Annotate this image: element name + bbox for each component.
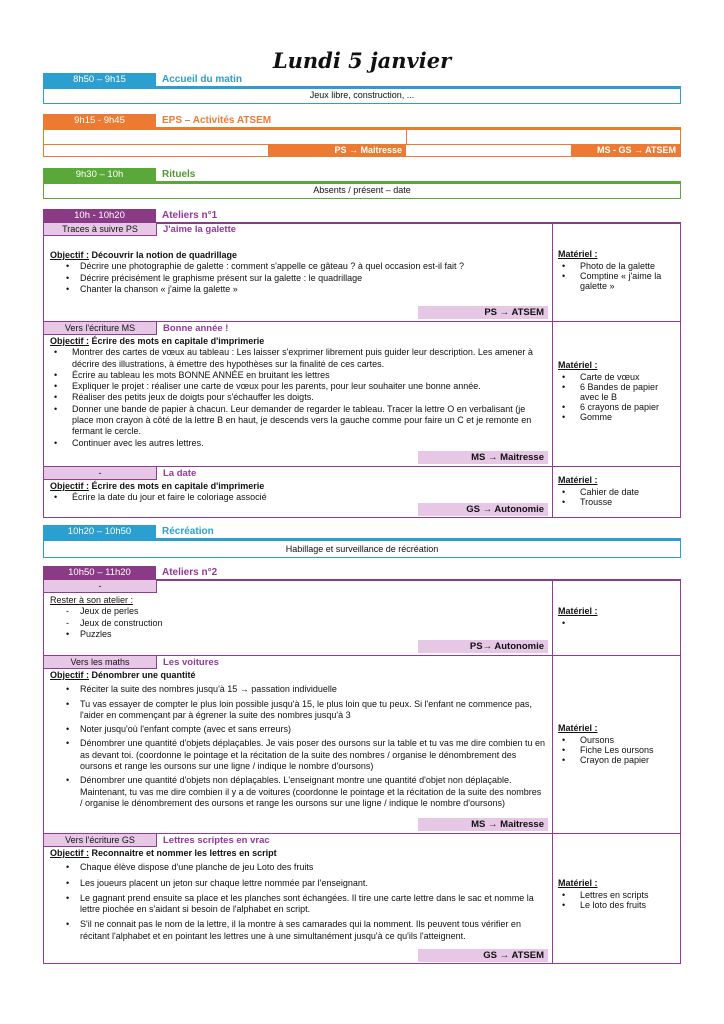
atelier-tag: Traces à suivre PS [44, 223, 157, 236]
eps-title: EPS – Activités ATSEM [162, 115, 272, 126]
atelier-title: La date [163, 468, 197, 479]
accueil-detail: Jeux libre, construction, ... [43, 88, 681, 104]
atelier-row [44, 833, 680, 964]
atelier-title: Les voitures [163, 657, 219, 668]
assign-badge: PS→ Autonomie [418, 640, 548, 653]
objectif-label: Objectif : [50, 670, 90, 680]
atelier-title: Lettres scriptes en vrac [163, 835, 270, 846]
atelier-row [44, 655, 680, 833]
list-item: • Donner une bande de papier à chacun. Leur demander de regarder le tableau. Tracer la lettre O en verbalisant (je place mon crayon à côté de la lettre B en haut, je descends vers la gauche comme pour faire un C et je remonte en fermant le cercle. [50, 404, 546, 438]
recreation-title: Récréation [162, 526, 214, 537]
objectif-label: Objectif : [50, 336, 90, 346]
atelier-row [44, 321, 680, 466]
list-item: • Écrire au tableau les mots BONNE ANNÉE en bruitant les lettres [50, 370, 546, 381]
atelier-title: J'aime la galette [163, 224, 237, 235]
list-item: • Montrer des cartes de vœux au tableau : Les laisser s'exprimer librement puis guider leur description. Les amener à décrire des illustrations, à émettre des hypothèses sur la finalité de ces cartes. [50, 347, 546, 370]
page-title: Lundi 5 janvier [272, 48, 452, 73]
assign-badge: PS → ATSEM [418, 306, 548, 319]
objectif-text: Dénombrer une quantité [89, 670, 196, 680]
objectif-label: Objectif : [50, 250, 90, 260]
materiel-item: • Crayon de papier [558, 755, 675, 765]
materiel-title: Matériel : [558, 475, 598, 485]
atelier-row [44, 223, 680, 321]
materiel-item: • 6 crayons de papier [558, 402, 675, 412]
list-item: • Écrire la date du jour et faire le coloriage associé [50, 492, 546, 503]
recreation-detail: Habillage et surveillance de récréation [43, 540, 681, 558]
materiel-item: • Fiche Les oursons [558, 745, 675, 755]
objectif-text: Écrire des mots en capitale d'imprimerie [89, 481, 265, 491]
materiel-title: Matériel : [558, 723, 598, 733]
materiel-item: • Trousse [558, 497, 675, 507]
eps-msgs-assign: MS - GS → ATSEM [571, 144, 680, 156]
list-item: • Le gagnant prend ensuite sa place et les planches sont échangées. Il tire une carte lettre dans le sac et nomme la lettre piochée en s'aidant si besoin de l'alphabet en script. [50, 893, 546, 916]
atelier-title: Bonne année ! [163, 323, 229, 334]
list-item: - Jeux de perles [50, 606, 546, 617]
list-item: • S'il ne connait pas le nom de la lettre, il la montre à ses camarades qui la nomment. Ils peuvent tous vérifier en récitant l'alphabet et en pointant les lettres une à une simultanément jusqu'à ce qu'ils l'atteignent. [50, 919, 546, 942]
list-item: • Expliquer le projet : réaliser une carte de vœux pour les parents, pour leur souhaiter une bonne année. [50, 381, 546, 392]
ateliers1-table [43, 223, 681, 518]
objectif-text: Découvrir la notion de quadrillage [89, 250, 238, 260]
materiel-title: Matériel : [558, 249, 598, 259]
materiel-item: • Carte de vœux [558, 372, 675, 382]
atelier-tag: - [44, 467, 157, 480]
list-item: • Chanter la chanson « j'aime la galette » [50, 284, 546, 295]
eps-box [43, 129, 681, 157]
list-item: • Chaque élève dispose d'une planche de jeu Loto des fruits [50, 862, 546, 873]
objectif-label: Objectif : [50, 848, 90, 858]
assign-badge: MS → Maitresse [418, 451, 548, 464]
rituels-time: 9h30 – 10h [43, 168, 156, 182]
objectif-text: Écrire des mots en capitale d'imprimerie [89, 336, 265, 346]
accueil-time: 8h50 – 9h15 [43, 73, 156, 87]
list-item: • Puzzles [50, 629, 546, 640]
list-item: • Décrire précisément le graphisme présent sur la galette : le quadrillage [50, 273, 546, 284]
list-item: • Décrire une photographie de galette : comment s'appelle ce gâteau ? à quel occasion est-il fait ? [50, 261, 546, 272]
materiel-item: • Photo de la galette [558, 261, 675, 271]
atelier-row [44, 580, 680, 655]
atelier-tag: Vers les maths [44, 656, 157, 669]
list-item: • Continuer avec les autres lettres. [50, 438, 546, 449]
materiel-title: Matériel : [558, 878, 598, 888]
ateliers2-title: Ateliers n°2 [162, 567, 218, 578]
rituels-detail: Absents / présent – date [43, 183, 681, 199]
ateliers2-table [43, 580, 681, 964]
objectif-label: Objectif : [50, 481, 90, 491]
ateliers2-time: 10h50 – 11h20 [43, 566, 156, 580]
list-item: • Noter jusqu'où l'enfant compte (avec et sans erreurs) [50, 724, 546, 735]
list-item: • Dénombrer une quantité d'objets non déplaçables. L'enseignant montre une quantité d'objet non déplaçable. Maintenant, tu vas me dire combien il y a de voitures (coordonne le pointage et la récitation de la suite des nombres / organise le dénombrement des oursons et range les oursons sur une ligne / indique le nombre d'oursons) [50, 775, 546, 809]
materiel-item: • Comptine « j'aime la galette » [558, 271, 675, 291]
list-item: • Réciter la suite des nombres jusqu'à 15 → passation individuelle [50, 684, 546, 695]
atelier-tag: Vers l'écriture MS [44, 322, 157, 335]
list-item: • Dénombrer une quantité d'objets déplaçables. Je vais poser des oursons sur la table et tu vas me dire combien tu en as devant toi. (coordonne le pointage et la récitation de la suite des nombres / organise le dénombrement des oursons et range les oursons sur une ligne / indique le nombre d'oursons) [50, 738, 546, 772]
atelier-tag: - [44, 580, 157, 593]
ateliers1-title: Ateliers n°1 [162, 210, 218, 221]
objectif-text: Reconnaitre et nommer les lettres en script [89, 848, 277, 858]
list-item: - Jeux de construction [50, 618, 546, 629]
atelier-tag: Vers l'écriture GS [44, 834, 157, 847]
assign-badge: MS → Maitresse [418, 818, 548, 831]
materiel-item: • Cahier de date [558, 487, 675, 497]
atelier-row [44, 466, 680, 518]
recreation-time: 10h20 – 10h50 [43, 525, 156, 539]
eps-time: 9h15 - 9h45 [43, 114, 156, 128]
materiel-item: • Lettres en scripts [558, 890, 675, 900]
materiel-item: • Le loto des fruits [558, 900, 675, 910]
list-item: • Les joueurs placent un jeton sur chaque lettre nommée par l'enseignant. [50, 878, 546, 889]
materiel-title: Matériel : [558, 606, 598, 616]
atelier-intro: Rester à son atelier : [50, 595, 134, 605]
materiel-item: • 6 Bandes de papier avec le B [558, 382, 675, 402]
materiel-title: Matériel : [558, 360, 598, 370]
materiel-item: • Oursons [558, 735, 675, 745]
materiel-item: • Gomme [558, 412, 675, 422]
rituels-title: Rituels [162, 169, 196, 180]
assign-badge: GS → Autonomie [418, 503, 548, 516]
assign-badge: GS → ATSEM [418, 949, 548, 962]
list-item: • Tu vas essayer de compter le plus loin possible jusqu'à 15, le plus loin que tu peux. Si l'enfant ne commence pas, l'aider en commençant par à égrener la suite des nombres jusqu'à 3 [50, 699, 546, 722]
list-item: • Réaliser des petits jeux de doigts pour s'échauffer les doigts. [50, 392, 546, 403]
eps-ps-assign: PS → Maitresse [268, 144, 406, 156]
accueil-title: Accueil du matin [162, 74, 243, 85]
ateliers1-time: 10h - 10h20 [43, 209, 156, 223]
